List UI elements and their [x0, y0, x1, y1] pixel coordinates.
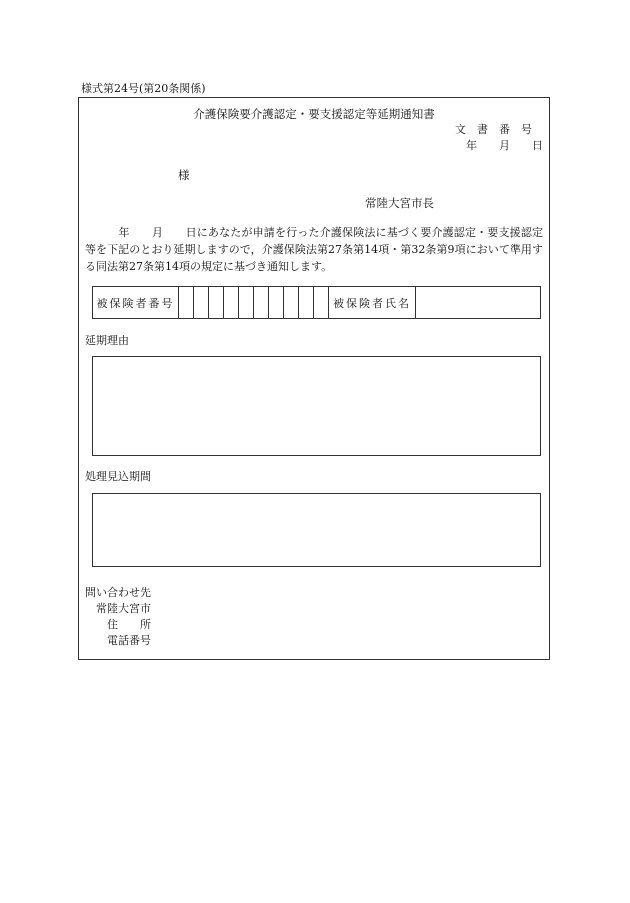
insured-name-field[interactable] — [416, 287, 541, 319]
contact-heading: 問い合わせ先 — [85, 586, 151, 599]
insured-number-digit-cell[interactable] — [284, 287, 299, 319]
delay-reason-box[interactable] — [92, 356, 541, 456]
contact-phone-label: 電話番号 — [107, 634, 151, 647]
insured-number-digit-cell[interactable] — [269, 287, 284, 319]
insured-number-digit-cell[interactable] — [299, 287, 314, 319]
insured-number-digit-cell[interactable] — [224, 287, 239, 319]
insured-number-digit-cell[interactable] — [209, 287, 224, 319]
insured-number-digit-cell[interactable] — [179, 287, 194, 319]
document-title: 介護保険要介護認定・要支援認定等延期通知書 — [193, 107, 435, 121]
insured-number-label: 被保険者番号 — [93, 287, 179, 319]
notice-frame — [78, 97, 550, 660]
insured-number-digit-cell[interactable] — [194, 287, 209, 319]
processing-period-box[interactable] — [92, 493, 541, 567]
insured-name-label: 被保険者氏名 — [329, 287, 416, 319]
insured-number-digit-cell[interactable] — [254, 287, 269, 319]
insured-info-table — [92, 286, 541, 319]
document-number-label: 文書番号 — [455, 123, 543, 136]
insured-number-digit-cell[interactable] — [239, 287, 254, 319]
contact-city: 常陸大宮市 — [96, 602, 151, 615]
notice-body-text: 年 月 日にあなたが申請を行った介護保険法に基づく要介護認定・要支援認定等を下記のとおり延期しますので，介護保険法第27条第14項・第32条第9項において準用する同法第27条第14項の規定に基づき通知します。 — [85, 226, 543, 273]
issue-date-line: 年 月 日 — [466, 139, 543, 152]
delay-reason-label: 延期理由 — [85, 334, 129, 347]
insured-number-digit-cell[interactable] — [314, 287, 329, 319]
form-number-label: 様式第24号(第20条関係) — [81, 82, 206, 95]
processing-period-label: 処理見込期間 — [85, 470, 151, 483]
issuer-name: 常陸大宮市長 — [365, 196, 434, 210]
recipient-honorific: 様 — [178, 168, 190, 182]
contact-address-label: 住 所 — [107, 618, 151, 631]
